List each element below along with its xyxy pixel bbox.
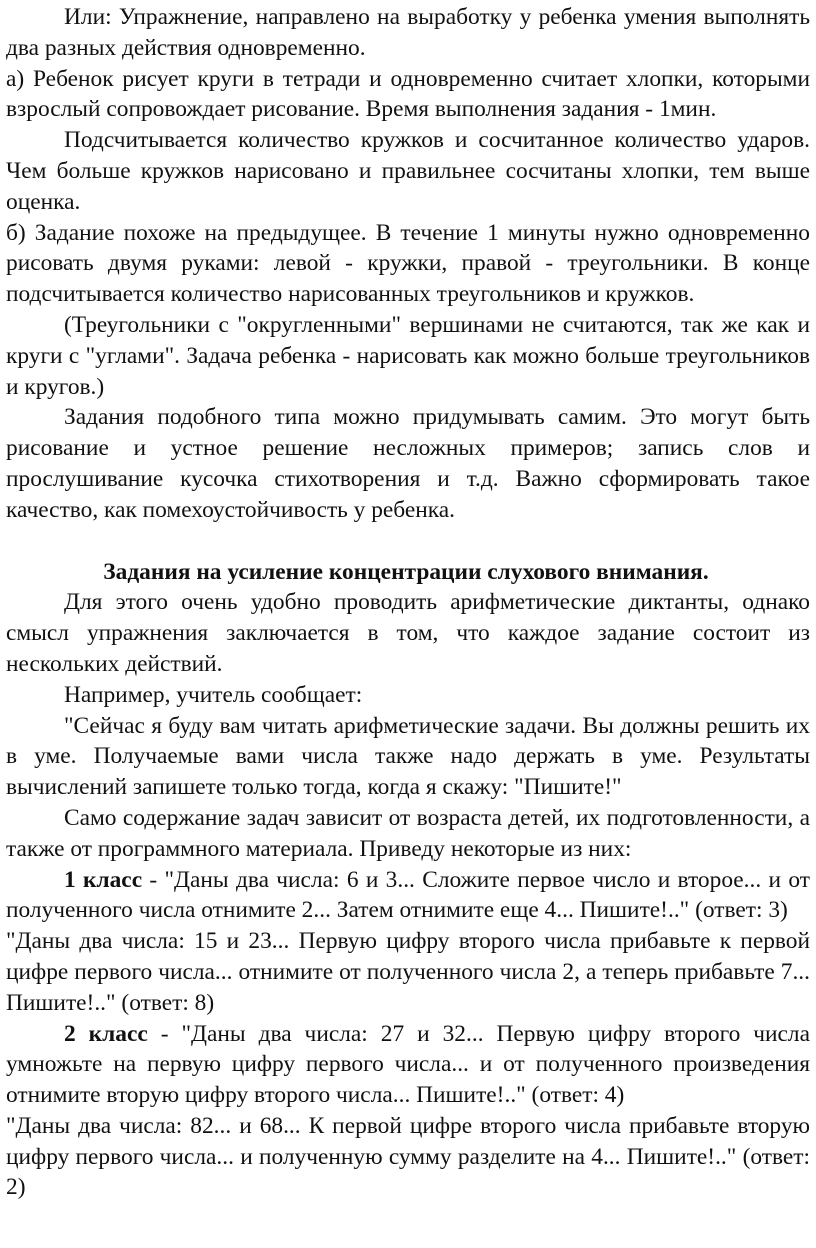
paragraph-grade-2-task-2: "Даны два числа: 82... и 68... К первой цифре второго числа прибавьте вторую цифру первого числа... и полученную сумму разделите на 4... Пишите!.." (ответ: 2) <box>6 1112 810 1201</box>
paragraph-exercise-a: а) Ребенок рисует круги в тетради и одновременно считает хлопки, которыми взрослый сопровождает рисование. Время выполнения задания - 1мин. <box>6 65 810 123</box>
paragraph-exercise-b: б) Задание похоже на предыдущее. В течение 1 минуты нужно одновременно рисовать двумя руками: левой - кружки, правой - треугольники. В конце подсчитывается количество нарисованных треугольников и кружков. <box>6 219 810 308</box>
paragraph-grade-2 <box>6 1019 810 1111</box>
grade-1-label: 1 класс <box>64 866 143 893</box>
spacer <box>6 526 810 557</box>
paragraph-grade-1 <box>6 865 810 927</box>
grade-1-task-1: - "Даны два числа: 6 и 3... Сложите первое число и второе... и от полученного числа отнимите 2... Затем отнимите еще 4... Пишите!.." (ответ: 3) <box>6 866 810 924</box>
paragraph-content-depends: Само содержание задач зависит от возраста детей, их подготовленности, а также от программного материала. Приведу некоторые из них: <box>6 804 810 862</box>
paragraph-similar-tasks: Задания подобного типа можно придумывать самим. Это могут быть рисование и устное решение несложных примеров; запись слов и прослушивание кусочка стихотворения и т.д. Важно сформировать такое качество, как помехоустойчивость у ребенка. <box>6 404 810 523</box>
grade-2-task-1: - "Даны два числа: 27 и 32... Первую цифру второго числа умножьте на первую цифру первого числа... и от полученного произведения отнимите вторую цифру второго числа... Пишите!.." (ответ: 4) <box>6 1020 810 1109</box>
paragraph-grade-1-task-2: "Даны два числа: 15 и 23... Первую цифру второго числа прибавьте к первой цифре первого числа... отнимите от полученного числа 2, а теперь прибавьте 7... Пишите!.." (ответ: 8) <box>6 928 810 1016</box>
paragraph-dictation: Для этого очень удобно проводить арифметические диктанты, однако смысл упражнения заключается в том, что каждое задание состоит из нескольких действий. <box>6 589 810 677</box>
section-heading: Задания на усиление концентрации слухового внимания. <box>103 558 709 585</box>
paragraph-teacher-quote: "Сейчас я буду вам читать арифметические задачи. Вы должны решить их в уме. Получаемые вами числа также надо держать в уме. Результаты вычислений запишете только тогда, когда я скажу: "Пишите!" <box>6 712 810 801</box>
paragraph-intro: Или: Упражнение, направлено на выработку у ребенка умения выполнять два разных действия одновременно. <box>6 4 810 61</box>
paragraph-scoring: Подсчитывается количество кружков и сосчитанное количество ударов. Чем больше кружков нарисовано и правильнее сосчитаны хлопки, тем выше оценка. <box>6 127 810 215</box>
grade-2-label: 2 класс <box>64 1020 148 1047</box>
paragraph-note: (Треугольники с "округленными" вершинами не считаются, так же как и круги с "углами". Задача ребенка - нарисовать как можно больше треугольников и кругов.) <box>6 311 810 400</box>
paragraph-example-intro: Например, учитель сообщает: <box>64 681 363 708</box>
